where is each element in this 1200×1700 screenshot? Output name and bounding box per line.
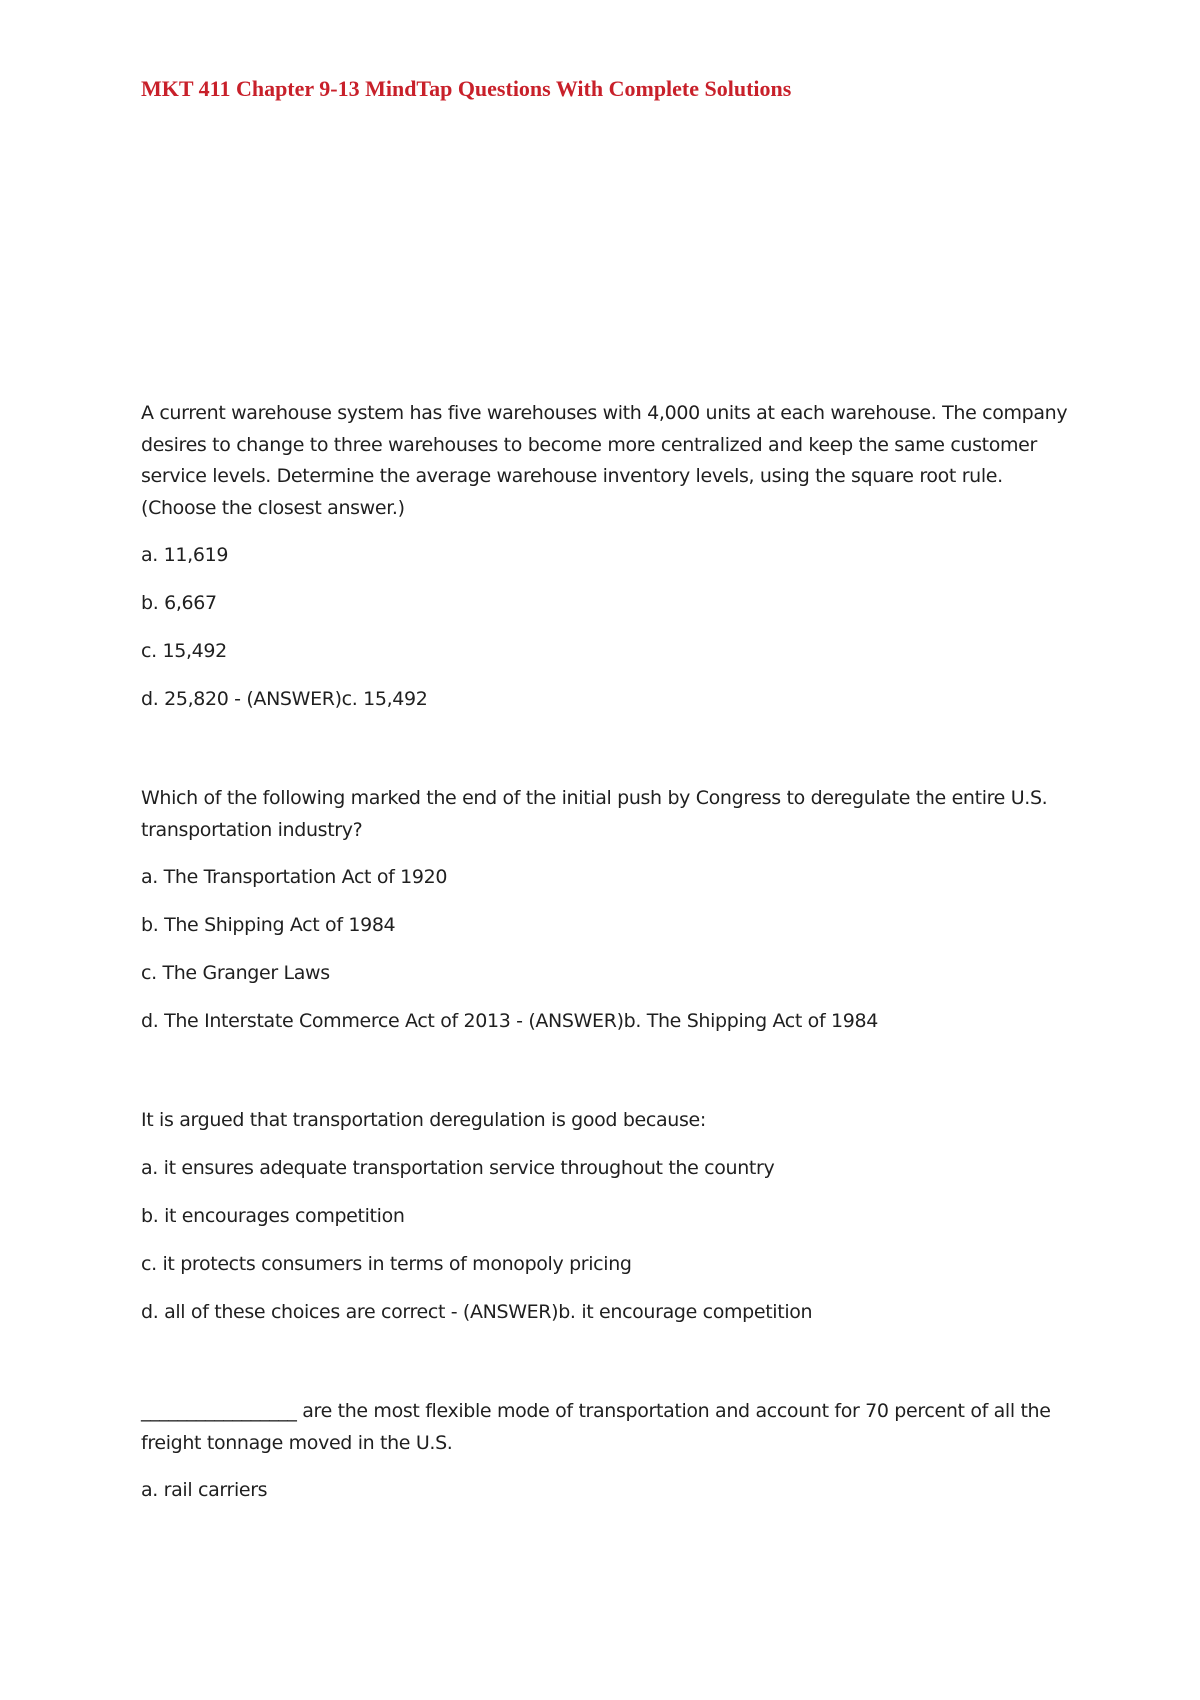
question-block xyxy=(141,1396,1071,1504)
question-block xyxy=(141,398,1071,713)
question-block xyxy=(141,783,1071,1035)
question-text: _________________ are the most flexible mode of transportation and account for 70 percent of all the freight tonnage moved in the U.S. xyxy=(141,1400,1051,1454)
question-text: A current warehouse system has five warehouses with 4,000 units at each warehouse. The company desires to change to three warehouses to become more centralized and keep the same customer service levels. Determine the average warehouse inventory levels, using the square root rule. (Choose the closest answer.) xyxy=(141,402,1068,519)
answer-option: b. 6,667 xyxy=(141,592,217,614)
question-block xyxy=(141,1105,1071,1326)
answer-option: b. The Shipping Act of 1984 xyxy=(141,914,396,936)
answer-option: c. The Granger Laws xyxy=(141,962,330,984)
answer-option: c. 15,492 xyxy=(141,640,227,662)
document-title: MKT 411 Chapter 9-13 MindTap Questions With Complete Solutions xyxy=(141,76,792,101)
answer-option: a. rail carriers xyxy=(141,1479,268,1501)
answer-option: d. all of these choices are correct - (ANSWER)b. it encourage competition xyxy=(141,1300,813,1323)
question-text: It is argued that transportation deregulation is good because: xyxy=(141,1109,706,1131)
answer-option: a. it ensures adequate transportation service throughout the country xyxy=(141,1156,775,1179)
answer-option: b. it encourages competition xyxy=(141,1204,405,1227)
answer-option: a. 11,619 xyxy=(141,544,229,566)
answer-option: d. 25,820 - (ANSWER)c. 15,492 xyxy=(141,688,428,710)
answer-option: a. The Transportation Act of 1920 xyxy=(141,866,448,888)
answer-option: d. The Interstate Commerce Act of 2013 - (ANSWER)b. The Shipping Act of 1984 xyxy=(141,1010,878,1032)
question-text: Which of the following marked the end of the initial push by Congress to deregulate the entire U.S. transportation industry? xyxy=(141,787,1048,841)
answer-option: c. it protects consumers in terms of monopoly pricing xyxy=(141,1252,632,1275)
